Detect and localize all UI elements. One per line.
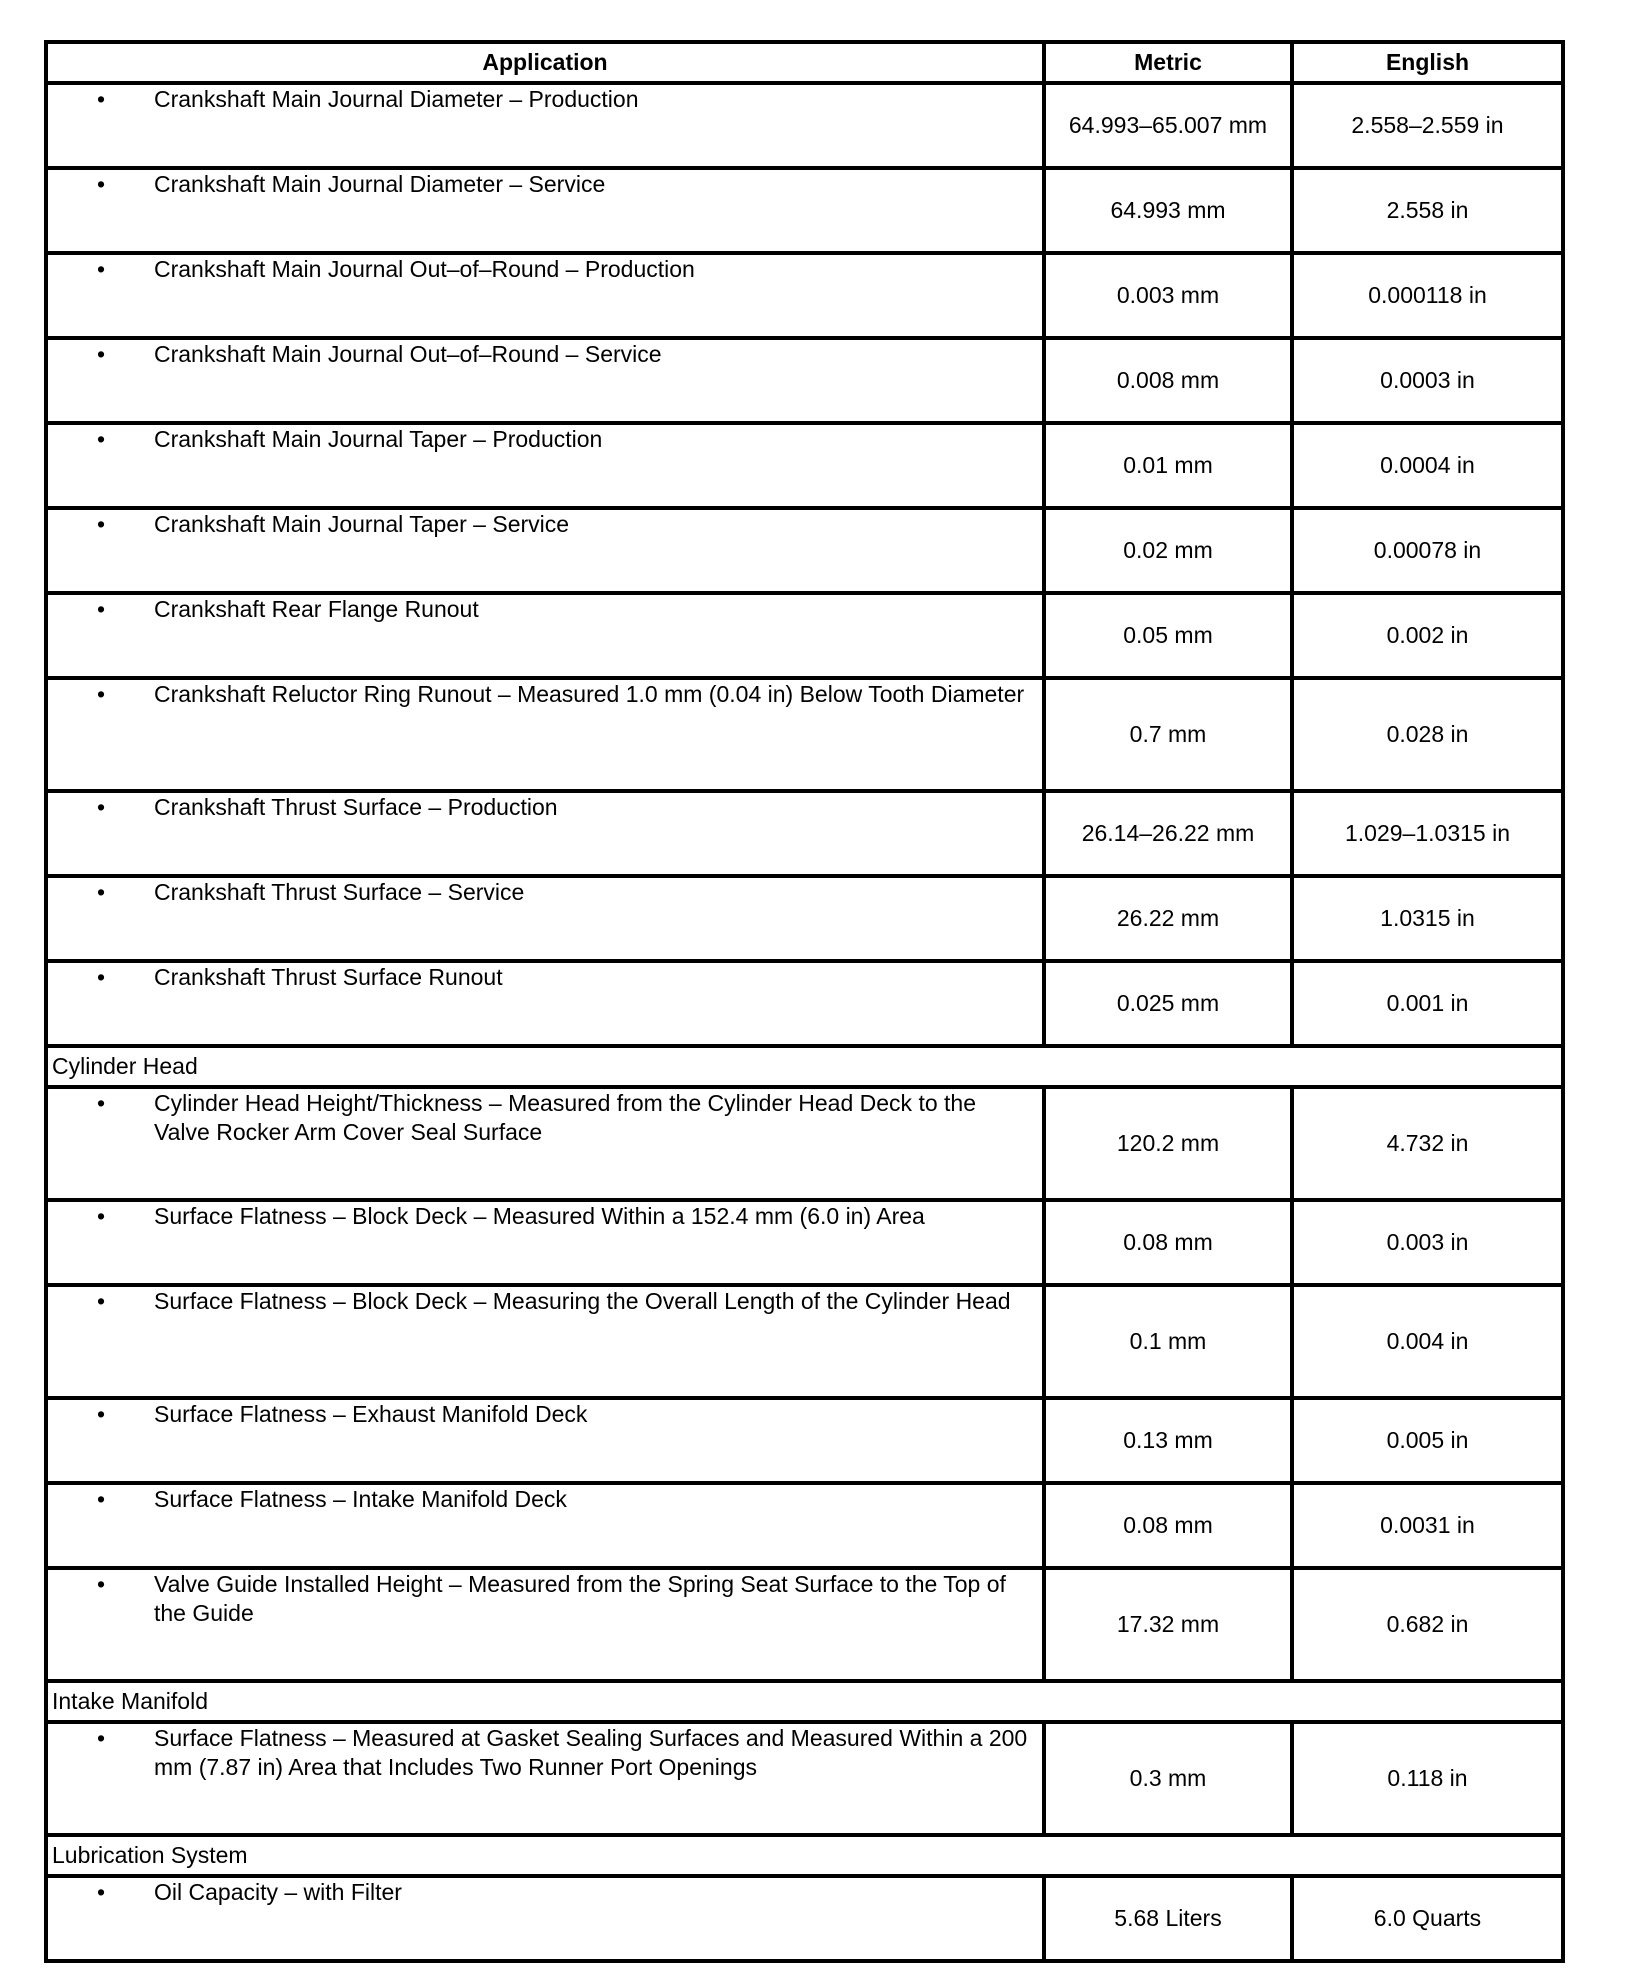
table-row [46, 338, 1563, 423]
english-value: 0.118 in [1292, 1722, 1563, 1835]
bullet-icon: • [96, 171, 106, 197]
bullet-icon: • [96, 1486, 106, 1512]
table-row [46, 253, 1563, 338]
application-text: Oil Capacity – with Filter [154, 1879, 402, 1905]
table-row [46, 1285, 1563, 1398]
english-value: 6.0 Quarts [1292, 1876, 1563, 1961]
english-value: 0.0031 in [1292, 1483, 1563, 1568]
specification-table [44, 40, 1565, 1963]
bullet-icon: • [96, 426, 106, 452]
header-english: English [1292, 42, 1563, 83]
bullet-icon: • [96, 1571, 106, 1597]
bullet-icon: • [96, 256, 106, 282]
bullet-icon: • [96, 341, 106, 367]
bullet-icon: • [96, 1288, 106, 1314]
application-text: Crankshaft Thrust Surface Runout [154, 964, 503, 990]
header-metric: Metric [1044, 42, 1292, 83]
application-text: Crankshaft Thrust Surface – Production [154, 794, 558, 820]
application-text: Surface Flatness – Intake Manifold Deck [154, 1486, 567, 1512]
section-row-intake-manifold [46, 1681, 1563, 1722]
table-row [46, 1200, 1563, 1285]
application-text: Crankshaft Main Journal Out–of–Round – Service [154, 341, 662, 367]
application-text: Crankshaft Reluctor Ring Runout – Measured 1.0 mm (0.04 in) Below Tooth Diameter [154, 681, 1025, 707]
bullet-icon: • [96, 681, 106, 707]
metric-value: 0.025 mm [1044, 961, 1292, 1046]
table-row [46, 83, 1563, 168]
bullet-icon: • [96, 1090, 106, 1116]
metric-value: 0.01 mm [1044, 423, 1292, 508]
bullet-icon: • [96, 511, 106, 537]
metric-value: 64.993–65.007 mm [1044, 83, 1292, 168]
metric-value: 0.1 mm [1044, 1285, 1292, 1398]
table-row [46, 1568, 1563, 1681]
application-text: Crankshaft Main Journal Taper – Service [154, 511, 570, 537]
metric-value: 0.02 mm [1044, 508, 1292, 593]
application-text: Valve Guide Installed Height – Measured from the Spring Seat Surface to the Top of the Guide [154, 1571, 1006, 1626]
metric-value: 0.7 mm [1044, 678, 1292, 791]
application-text: Crankshaft Main Journal Diameter – Production [154, 86, 639, 112]
english-value: 0.00078 in [1292, 508, 1563, 593]
metric-value: 0.08 mm [1044, 1483, 1292, 1568]
english-value: 2.558–2.559 in [1292, 83, 1563, 168]
application-text: Crankshaft Rear Flange Runout [154, 596, 479, 622]
english-value: 2.558 in [1292, 168, 1563, 253]
english-value: 0.682 in [1292, 1568, 1563, 1681]
application-text: Surface Flatness – Measured at Gasket Sealing Surfaces and Measured Within a 200 mm (7.87 in) Area that Includes Two Runner Port Openings [154, 1725, 1028, 1780]
metric-value: 0.003 mm [1044, 253, 1292, 338]
bullet-icon: • [96, 1879, 106, 1905]
table-header-row [46, 42, 1563, 83]
metric-value: 120.2 mm [1044, 1087, 1292, 1200]
english-value: 1.029–1.0315 in [1292, 791, 1563, 876]
english-value: 0.004 in [1292, 1285, 1563, 1398]
metric-value: 17.32 mm [1044, 1568, 1292, 1681]
english-value: 0.005 in [1292, 1398, 1563, 1483]
table-row [46, 1398, 1563, 1483]
section-title: Intake Manifold [46, 1681, 1563, 1722]
metric-value: 0.08 mm [1044, 1200, 1292, 1285]
english-value: 0.028 in [1292, 678, 1563, 791]
english-value: 0.001 in [1292, 961, 1563, 1046]
english-value: 0.0003 in [1292, 338, 1563, 423]
table-row [46, 423, 1563, 508]
metric-value: 0.13 mm [1044, 1398, 1292, 1483]
table-row [46, 876, 1563, 961]
application-text: Crankshaft Thrust Surface – Service [154, 879, 525, 905]
table-row [46, 1876, 1563, 1961]
bullet-icon: • [96, 1401, 106, 1427]
english-value: 4.732 in [1292, 1087, 1563, 1200]
table-row [46, 1087, 1563, 1200]
table-row [46, 508, 1563, 593]
english-value: 0.0004 in [1292, 423, 1563, 508]
metric-value: 26.22 mm [1044, 876, 1292, 961]
application-text: Surface Flatness – Block Deck – Measuring the Overall Length of the Cylinder Head [154, 1288, 1011, 1314]
table-row [46, 593, 1563, 678]
section-title: Cylinder Head [46, 1046, 1563, 1087]
bullet-icon: • [96, 879, 106, 905]
metric-value: 0.05 mm [1044, 593, 1292, 678]
table-row [46, 168, 1563, 253]
section-row-lubrication-system [46, 1835, 1563, 1876]
header-application: Application [46, 42, 1044, 83]
application-text: Surface Flatness – Exhaust Manifold Deck [154, 1401, 588, 1427]
english-value: 0.003 in [1292, 1200, 1563, 1285]
english-value: 0.000118 in [1292, 253, 1563, 338]
table-row [46, 1722, 1563, 1835]
bullet-icon: • [96, 596, 106, 622]
bullet-icon: • [96, 794, 106, 820]
metric-value: 26.14–26.22 mm [1044, 791, 1292, 876]
metric-value: 64.993 mm [1044, 168, 1292, 253]
section-row-cylinder-head [46, 1046, 1563, 1087]
bullet-icon: • [96, 1203, 106, 1229]
metric-value: 5.68 Liters [1044, 1876, 1292, 1961]
english-value: 0.002 in [1292, 593, 1563, 678]
table-row [46, 961, 1563, 1046]
application-text: Surface Flatness – Block Deck – Measured Within a 152.4 mm (6.0 in) Area [154, 1203, 925, 1229]
bullet-icon: • [96, 86, 106, 112]
table-row [46, 678, 1563, 791]
table-row [46, 1483, 1563, 1568]
section-title: Lubrication System [46, 1835, 1563, 1876]
bullet-icon: • [96, 964, 106, 990]
metric-value: 0.008 mm [1044, 338, 1292, 423]
english-value: 1.0315 in [1292, 876, 1563, 961]
table-row [46, 791, 1563, 876]
application-text: Cylinder Head Height/Thickness – Measured from the Cylinder Head Deck to the Valve Rocker Arm Cover Seal Surface [154, 1090, 976, 1145]
metric-value: 0.3 mm [1044, 1722, 1292, 1835]
application-text: Crankshaft Main Journal Diameter – Service [154, 171, 606, 197]
application-text: Crankshaft Main Journal Out–of–Round – Production [154, 256, 695, 282]
application-text: Crankshaft Main Journal Taper – Production [154, 426, 603, 452]
bullet-icon: • [96, 1725, 106, 1751]
